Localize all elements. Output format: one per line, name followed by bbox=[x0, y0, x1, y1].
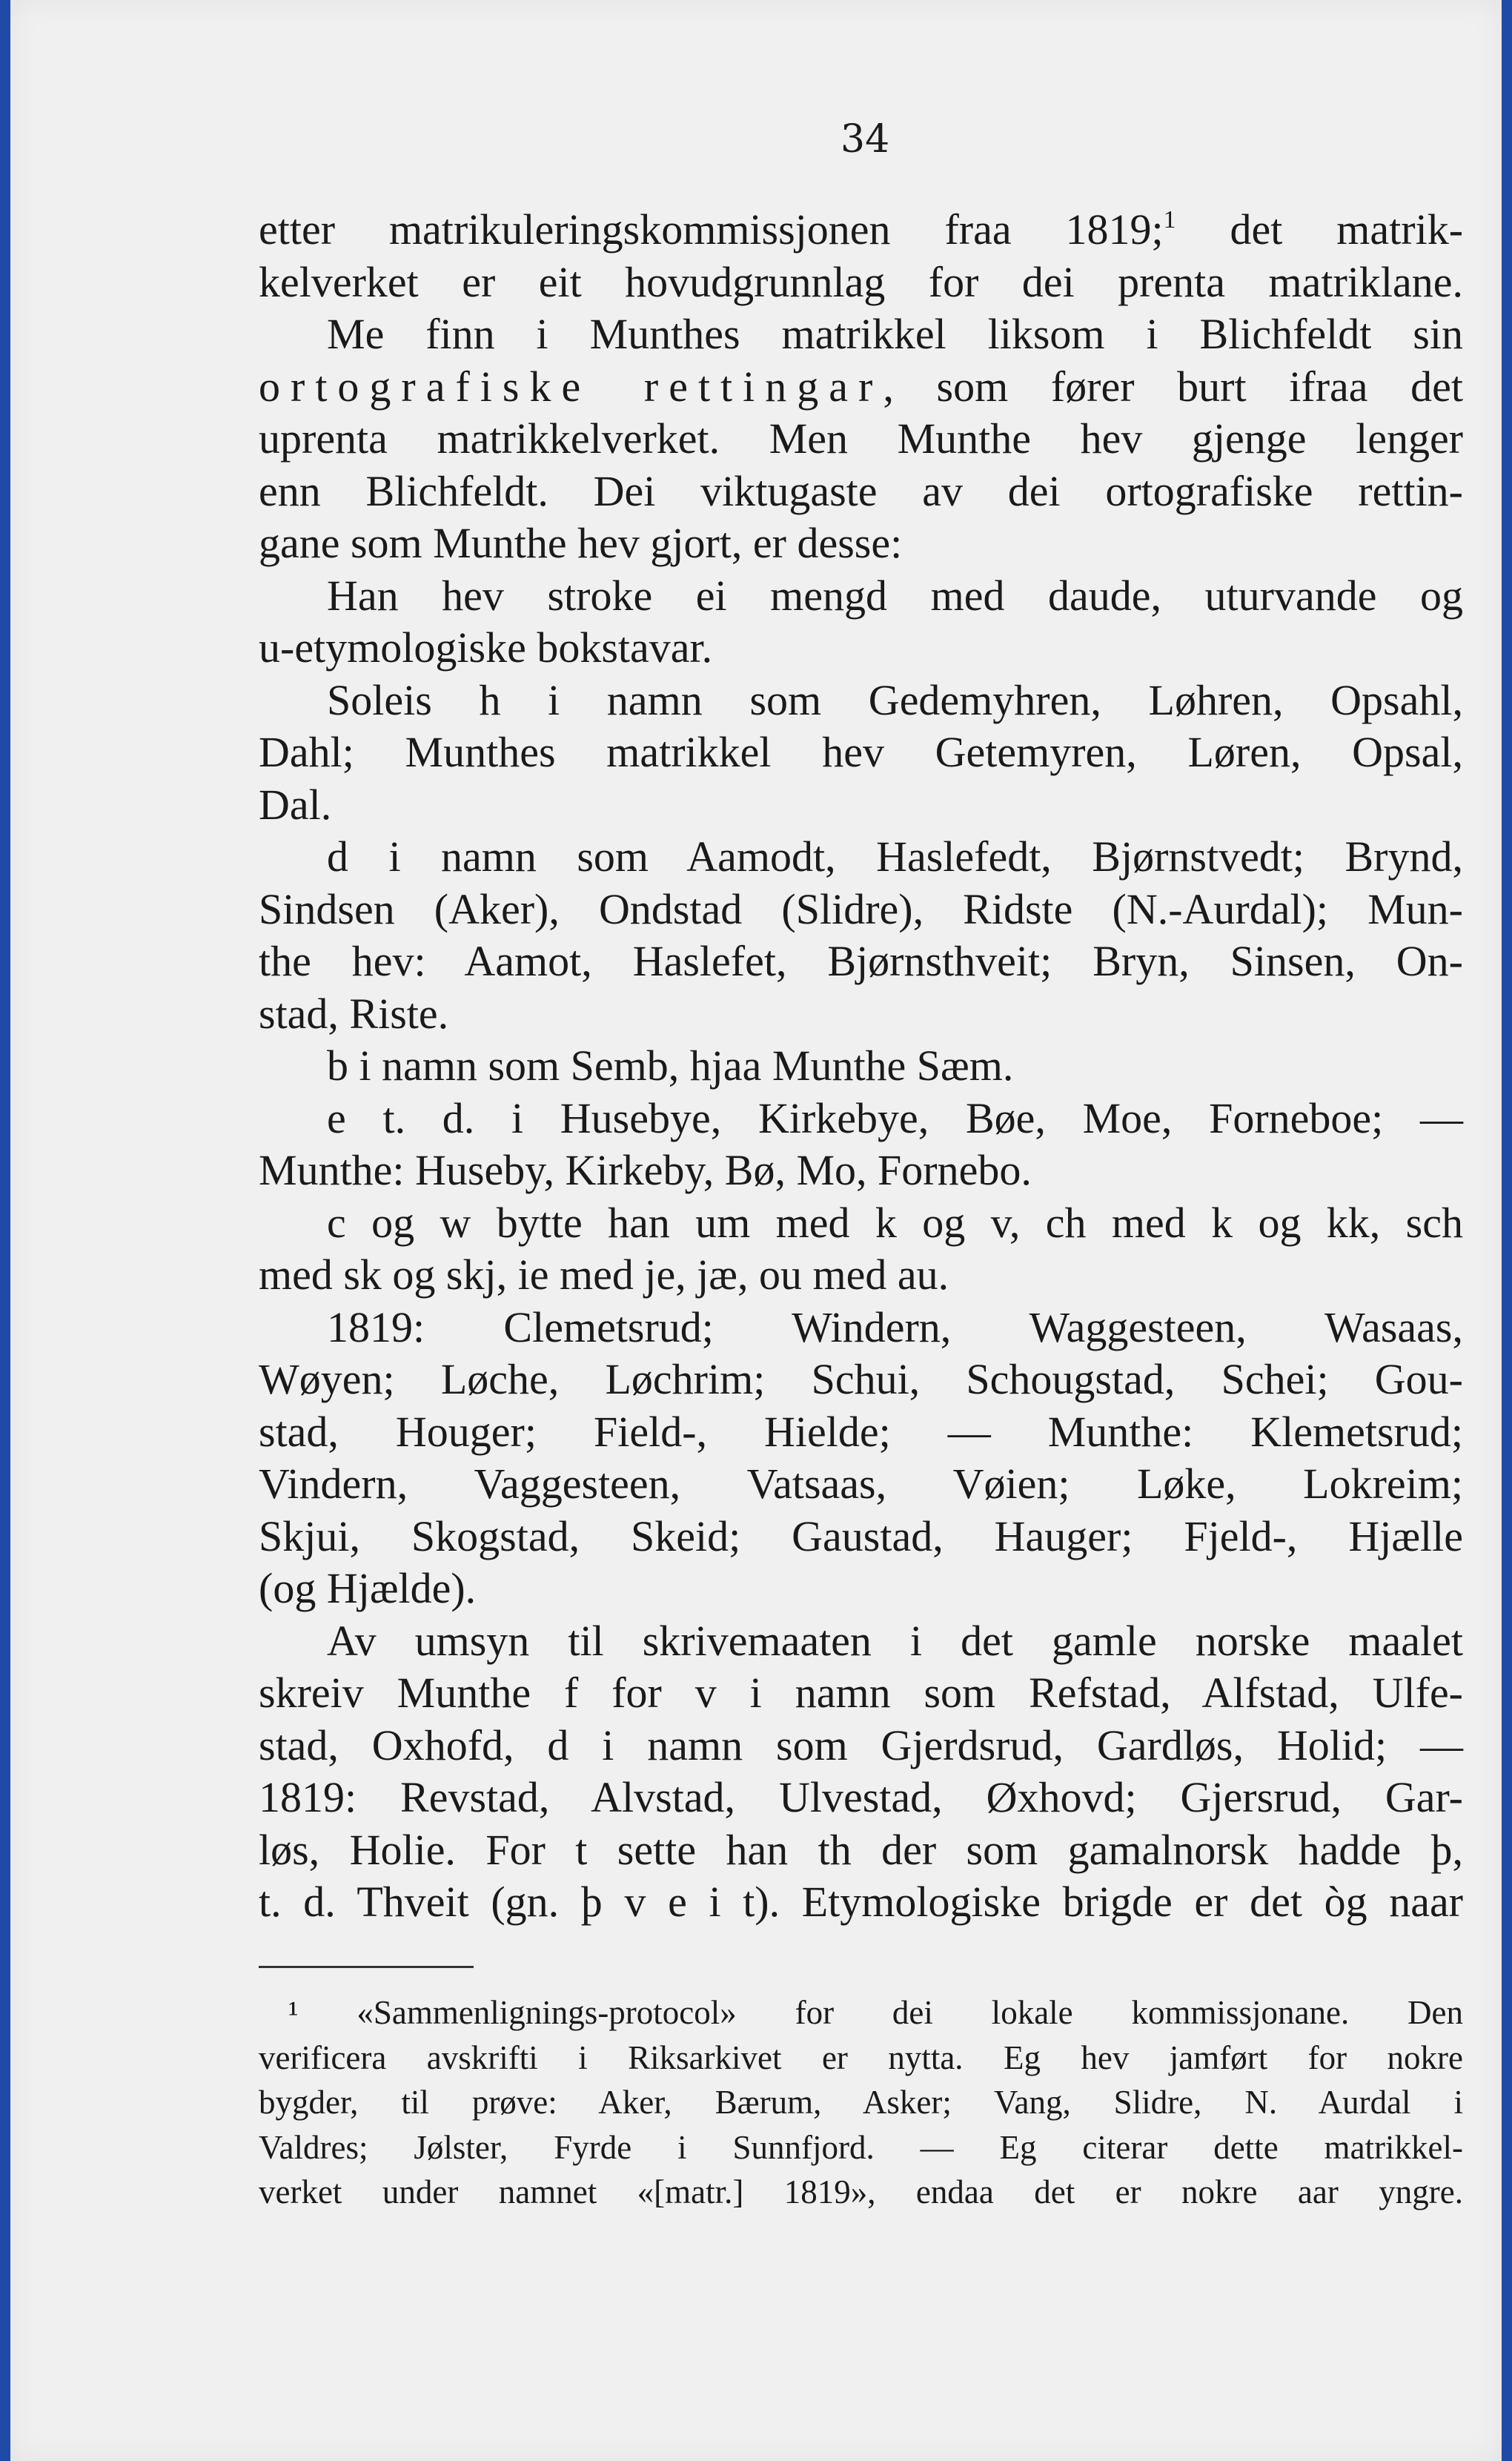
line-text: uprenta matrikkelverket. Men Munthe hev gjenge lenger bbox=[259, 414, 1463, 463]
body-line bbox=[259, 1720, 1463, 1772]
body-line bbox=[259, 1406, 1463, 1459]
body-line bbox=[259, 570, 1463, 623]
line-text: med sk og skj, ie med je, jæ, ou med au. bbox=[259, 1251, 949, 1299]
footnote-line bbox=[259, 2036, 1463, 2081]
line-text: enn Blichfeldt. Dei viktugaste av dei ortografiske rettin- bbox=[259, 466, 1463, 515]
line-text: c og w bytte han um med k og v, ch med k og kk, sch bbox=[327, 1198, 1463, 1247]
line-text: d i namn som Aamodt, Haslefedt, Bjørnstvedt; Brynd, bbox=[327, 832, 1463, 881]
line-text: t. d. Thveit (gn. þ v e i t). Etymologiske brigde er det òg naar bbox=[259, 1878, 1463, 1926]
line-text: Munthe: Huseby, Kirkeby, Bø, Mo, Fornebo. bbox=[259, 1146, 1032, 1194]
body-line bbox=[259, 466, 1463, 518]
line-text: Skjui, Skogstad, Skeid; Gaustad, Hauger; Fjeld-, Hjælle bbox=[259, 1511, 1463, 1560]
line-text: verificera avskrifti i Riksarkivet er nytta. Eg hev jamført for nokre bbox=[259, 2038, 1463, 2076]
line-text: stad, Houger; Field-, Hielde; — Munthe: Klemetsrud; bbox=[259, 1407, 1463, 1456]
line-text: 1819: Clemetsrud; Windern, Waggesteen, Wasaas, bbox=[327, 1302, 1463, 1351]
body-line bbox=[259, 204, 1463, 256]
footnotes bbox=[259, 1990, 1463, 2215]
line-text: Av umsyn til skrivemaaten i det gamle norske maalet bbox=[327, 1616, 1463, 1665]
body-line bbox=[259, 988, 1463, 1041]
body-line bbox=[259, 1302, 1463, 1354]
page-number: 34 bbox=[840, 117, 890, 162]
scanned-page bbox=[10, 0, 1502, 2461]
line-text: Soleis h i namn som Gedemyhren, Løhren, Opsahl, bbox=[327, 675, 1463, 724]
line-text: Vindern, Vaggesteen, Vatsaas, Vøien; Løke, Lokreim; bbox=[259, 1460, 1463, 1508]
line-text: the hev: Aamot, Haslefet, Bjørnsthveit; Bryn, Sinsen, On- bbox=[259, 937, 1463, 985]
body-line bbox=[259, 1772, 1463, 1824]
line-text-continuation: det matrik- bbox=[1176, 205, 1464, 254]
line-text: u-etymologiske bokstavar. bbox=[259, 623, 713, 672]
body-text bbox=[259, 204, 1463, 1929]
line-text: 1819: Revstad, Alvstad, Ulvestad, Øxhovd; Gjersrud, Gar- bbox=[259, 1773, 1463, 1821]
line-text: (og Hjælde). bbox=[259, 1564, 477, 1612]
body-line bbox=[259, 1824, 1463, 1877]
body-line bbox=[259, 1615, 1463, 1668]
body-line bbox=[259, 1458, 1463, 1511]
line-text: ortografiske rettingar bbox=[259, 362, 883, 411]
body-line bbox=[259, 675, 1463, 727]
line-text: etter matrikuleringskommissjonen fraa 1819; bbox=[259, 205, 1164, 254]
body-line bbox=[259, 517, 1463, 570]
body-line bbox=[259, 1876, 1463, 1929]
body-line bbox=[259, 1145, 1463, 1197]
body-line bbox=[259, 1563, 1463, 1615]
footnote-marker: 1 bbox=[1163, 206, 1176, 233]
line-text: løs, Holie. For t sette han th der som gamalnorsk hadde þ, bbox=[259, 1825, 1463, 1874]
body-line bbox=[259, 1667, 1463, 1720]
line-text: stad, Riste. bbox=[259, 989, 449, 1038]
line-text: Valdres; Jølster, Fyrde i Sunnfjord. — Eg citerar dette matrikkel- bbox=[259, 2128, 1463, 2166]
body-line bbox=[259, 779, 1463, 832]
body-line bbox=[259, 308, 1463, 361]
line-text: ¹ «Sammenlignings-protocol» for dei lokale kommissjonane. Den bbox=[288, 1994, 1463, 2031]
footnote-line bbox=[259, 2125, 1463, 2170]
body-line bbox=[259, 1093, 1463, 1145]
body-line bbox=[259, 361, 1463, 414]
body-line bbox=[259, 935, 1463, 988]
line-text: stad, Oxhofd, d i namn som Gjerdsrud, Gardløs, Holid; — bbox=[259, 1720, 1463, 1769]
line-text: Wøyen; Løche, Løchrim; Schui, Schougstad, Schei; Gou- bbox=[259, 1355, 1463, 1403]
line-text: Sindsen (Aker), Ondstad (Slidre), Ridste (N.-Aurdal); Mun- bbox=[259, 884, 1463, 933]
line-text: b i namn som Semb, hjaa Munthe Sæm. bbox=[327, 1041, 1014, 1090]
body-line bbox=[259, 831, 1463, 884]
body-line bbox=[259, 1354, 1463, 1406]
line-text: verket under namnet «[matr.] 1819», endaa det er nokre aar yngre. bbox=[259, 2173, 1463, 2210]
line-text: skreiv Munthe f for v i namn som Refstad, Alfstad, Ulfe- bbox=[259, 1669, 1463, 1717]
body-line bbox=[259, 1040, 1463, 1093]
body-line bbox=[259, 413, 1463, 466]
line-text: gane som Munthe hev gjort, er desse: bbox=[259, 519, 903, 567]
footnote-line bbox=[259, 2170, 1463, 2215]
body-line bbox=[259, 884, 1463, 936]
line-text: bygder, til prøve: Aker, Bærum, Asker; Vang, Slidre, N. Aurdal i bbox=[259, 2084, 1463, 2121]
body-line bbox=[259, 256, 1463, 309]
line-text: Han hev stroke ei mengd med daude, uturvande og bbox=[327, 571, 1463, 620]
footnote-line bbox=[259, 1990, 1463, 2036]
line-text: e t. d. i Husebye, Kirkebye, Bøe, Moe, Forneboe; — bbox=[327, 1093, 1463, 1142]
line-text-continuation: , som fører burt ifraa det bbox=[883, 362, 1463, 411]
body-line bbox=[259, 726, 1463, 779]
line-text: kelverket er eit hovudgrunnlag for dei prenta matriklane. bbox=[259, 257, 1463, 306]
line-text: Dahl; Munthes matrikkel hev Getemyren, Løren, Opsal, bbox=[259, 728, 1463, 776]
line-text: Me finn i Munthes matrikkel liksom i Blichfeldt sin bbox=[327, 310, 1463, 358]
body-line bbox=[259, 1511, 1463, 1563]
body-line bbox=[259, 622, 1463, 675]
footnote-rule bbox=[259, 1966, 474, 1968]
footnote-line bbox=[259, 2080, 1463, 2125]
body-line bbox=[259, 1249, 1463, 1302]
line-text: Dal. bbox=[259, 780, 332, 829]
body-line bbox=[259, 1197, 1463, 1250]
